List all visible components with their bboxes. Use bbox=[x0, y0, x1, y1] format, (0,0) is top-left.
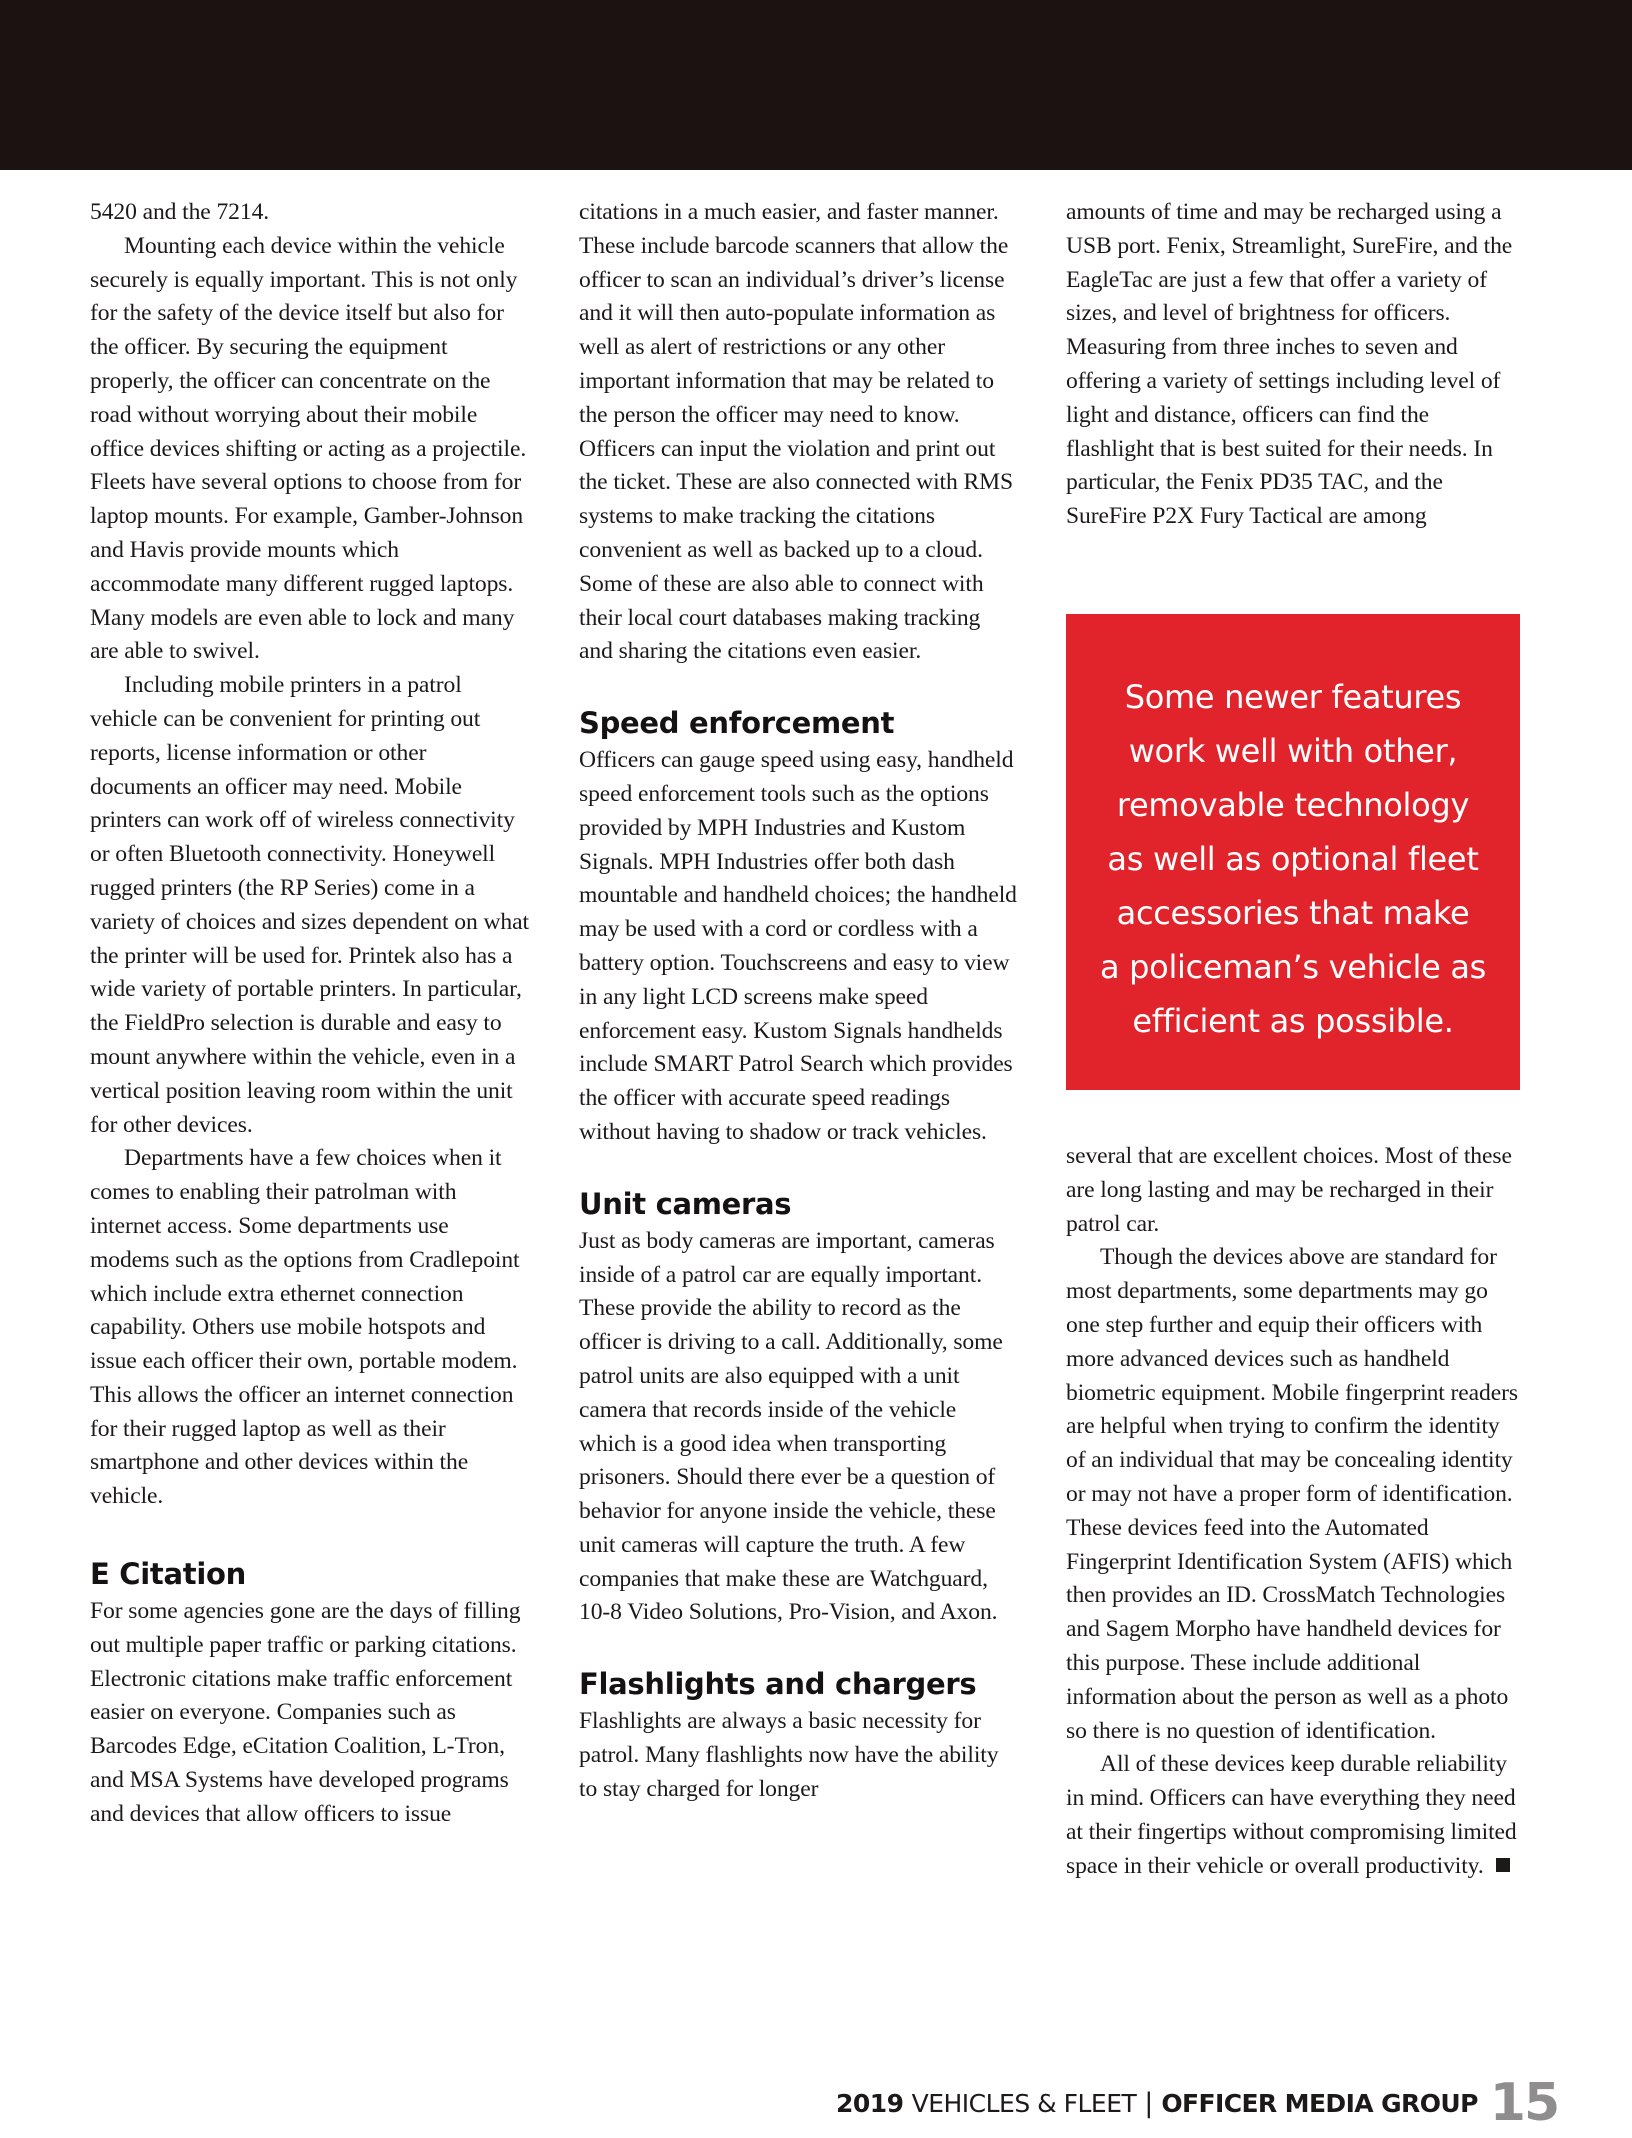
section-heading-flashlights: Flashlights and chargers bbox=[579, 1667, 977, 1702]
paragraph: Flashlights are always a basic necessity for patrol. Many flashlights now have the ability to stay charged for longer bbox=[579, 1708, 999, 1802]
end-of-article-mark bbox=[1496, 1858, 1510, 1872]
page-footer bbox=[836, 2073, 1559, 2133]
footer-section: VEHICLES & FLEET bbox=[911, 2088, 1137, 2118]
paragraph-final-text: All of these devices keep durable reliability in mind. Officers can have everything they need at their fingertips without compromising limited space in their vehicle or overall productivity. bbox=[1066, 1751, 1517, 1879]
pull-quote-line: work well with other, bbox=[1128, 732, 1458, 770]
paragraph: Mounting each device within the vehicle securely is equally important. This is not only for the safety of the device itself but also for the officer. By securing the equipment properly, the officer can concentrate on the road without worrying about their mobile office devices shifting or acting as a projectile. Fleets have several options to choose from for laptop mounts. For example, Gamber-Johnson and Havis provide mounts which accommodate many different rugged laptops. Many models are even able to lock and many are able to swivel. bbox=[90, 232, 527, 665]
pull-quote-line: as well as optional fleet bbox=[1107, 840, 1479, 878]
paragraph: For some agencies gone are the days of filling out multiple paper traffic or parking citations. Electronic citations make traffic enforcement easier on everyone. Companies such as Barcodes Edge, eCitation Coalition, L-Tron, and MSA Systems have developed programs and devices that allow officers to issue bbox=[90, 1598, 521, 1827]
paragraph: amounts of time and may be recharged using a USB port. Fenix, Streamlight, SureFire, and the EagleTac are just a few that offer a variety of sizes, and level of brightness for officers. Measuring from three inches to seven and offering a variety of settings including level of light and distance, officers can find the flashlight that is best suited for their needs. In particular, the Fenix PD35 TAC, and the SureFire P2X Fury Tactical are among bbox=[1066, 199, 1513, 530]
article-column-2 bbox=[579, 196, 1019, 1807]
pull-quote-line: removable technology bbox=[1116, 786, 1470, 824]
paragraph-final bbox=[1066, 1748, 1522, 1883]
paragraph: Departments have a few choices when it comes to enabling their patrolman with internet access. Some departments use modems such as the options from Cradlepoint which include extra ethernet connection capability. Others use mobile hotspots and issue each officer their own, portable modem. This allows the officer an internet connection for their rugged laptop as well as their smartphone and other devices within the vehicle. bbox=[90, 1145, 520, 1510]
pull-quote-line: accessories that make bbox=[1116, 894, 1470, 932]
header-bar bbox=[0, 0, 1632, 170]
paragraph: citations in a much easier, and faster manner. These include barcode scanners that allow the officer to scan an individual’s driver’s license and it will then auto-populate information as well as alert of restrictions or any other important information that may be related to the person the officer may need to know. Officers can input the violation and print out the ticket. These are also connected with RMS systems to make tracking the citations convenient as well as backed up to a cloud. Some of these are also able to connect with their local court databases making tracking and sharing the citations even easier. bbox=[579, 199, 1014, 665]
pull-quote-line: efficient as possible. bbox=[1132, 1002, 1454, 1040]
footer-year: 2019 bbox=[836, 2088, 904, 2118]
footer-separator: | bbox=[1144, 2087, 1154, 2119]
section-heading-speed-enforcement: Speed enforcement bbox=[579, 706, 895, 741]
article-column-3-continued bbox=[1066, 1140, 1522, 1884]
pull-quote bbox=[1066, 614, 1520, 1090]
paragraph: Including mobile printers in a patrol vehicle can be convenient for printing out reports, license information or other documents an officer may need. Mobile printers can work off of wireless connectivity or often Bluetooth connectivity. Honeywell rugged printers (the RP Series) come in a variety of choices and sizes dependent on what the printer will be used for. Printek also has a wide variety of portable printers. In particular, the FieldPro selection is durable and easy to mount anywhere within the vehicle, even in a vertical position leaving room within the unit for other devices. bbox=[90, 672, 529, 1138]
page-number: 15 bbox=[1489, 2073, 1559, 2133]
section-heading-e-citation: E Citation bbox=[90, 1557, 246, 1592]
pull-quote-line: Some newer features bbox=[1124, 678, 1462, 716]
article-column-1 bbox=[90, 196, 530, 1832]
article-column-3 bbox=[1066, 196, 1522, 534]
pull-quote-line: a policeman’s vehicle as bbox=[1099, 948, 1487, 986]
section-heading-unit-cameras: Unit cameras bbox=[579, 1186, 792, 1221]
paragraph: Officers can gauge speed using easy, handheld speed enforcement tools such as the options provided by MPH Industries and Kustom Signals. MPH Industries offer both dash mountable and handheld choices; the handheld may be used with a cord or cordless with a battery option. Touchscreens and easy to view in any light LCD screens make speed enforcement easy. Kustom Signals handhelds include SMART Patrol Search which provides the officer with accurate speed readings without having to shadow or track vehicles. bbox=[579, 747, 1017, 1145]
paragraph: Just as body cameras are important, cameras inside of a patrol car are equally important. These provide the ability to record as the officer is driving to a call. Additionally, some patrol units are also equipped with a unit camera that records inside of the vehicle which is a good idea when transporting prisoners. Should there ever be a question of behavior for anyone inside the vehicle, these unit cameras will capture the truth. A few companies that make these are Watchguard, 10-8 Video Solutions, Pro-Vision, and Axon. bbox=[579, 1227, 1003, 1626]
paragraph: several that are excellent choices. Most of these are long lasting and may be recharged in their patrol car. bbox=[1066, 1143, 1512, 1237]
paragraph: 5420 and the 7214. bbox=[90, 199, 270, 225]
paragraph: Though the devices above are standard for most departments, some departments may go one step further and equip their officers with more advanced devices such as handheld biometric equipment. Mobile fingerprint readers are helpful when trying to confirm the identity of an individual that may be concealing identity or may not have a proper form of identification. These devices feed into the Automated Fingerprint Identification System (AFIS) which then provides an ID. CrossMatch Technologies and Sagem Morpho have handheld devices for this purpose. These include additional information about the person as well as a photo so there is no question of identification. bbox=[1066, 1244, 1518, 1744]
footer-publisher: OFFICER MEDIA GROUP bbox=[1161, 2088, 1478, 2118]
